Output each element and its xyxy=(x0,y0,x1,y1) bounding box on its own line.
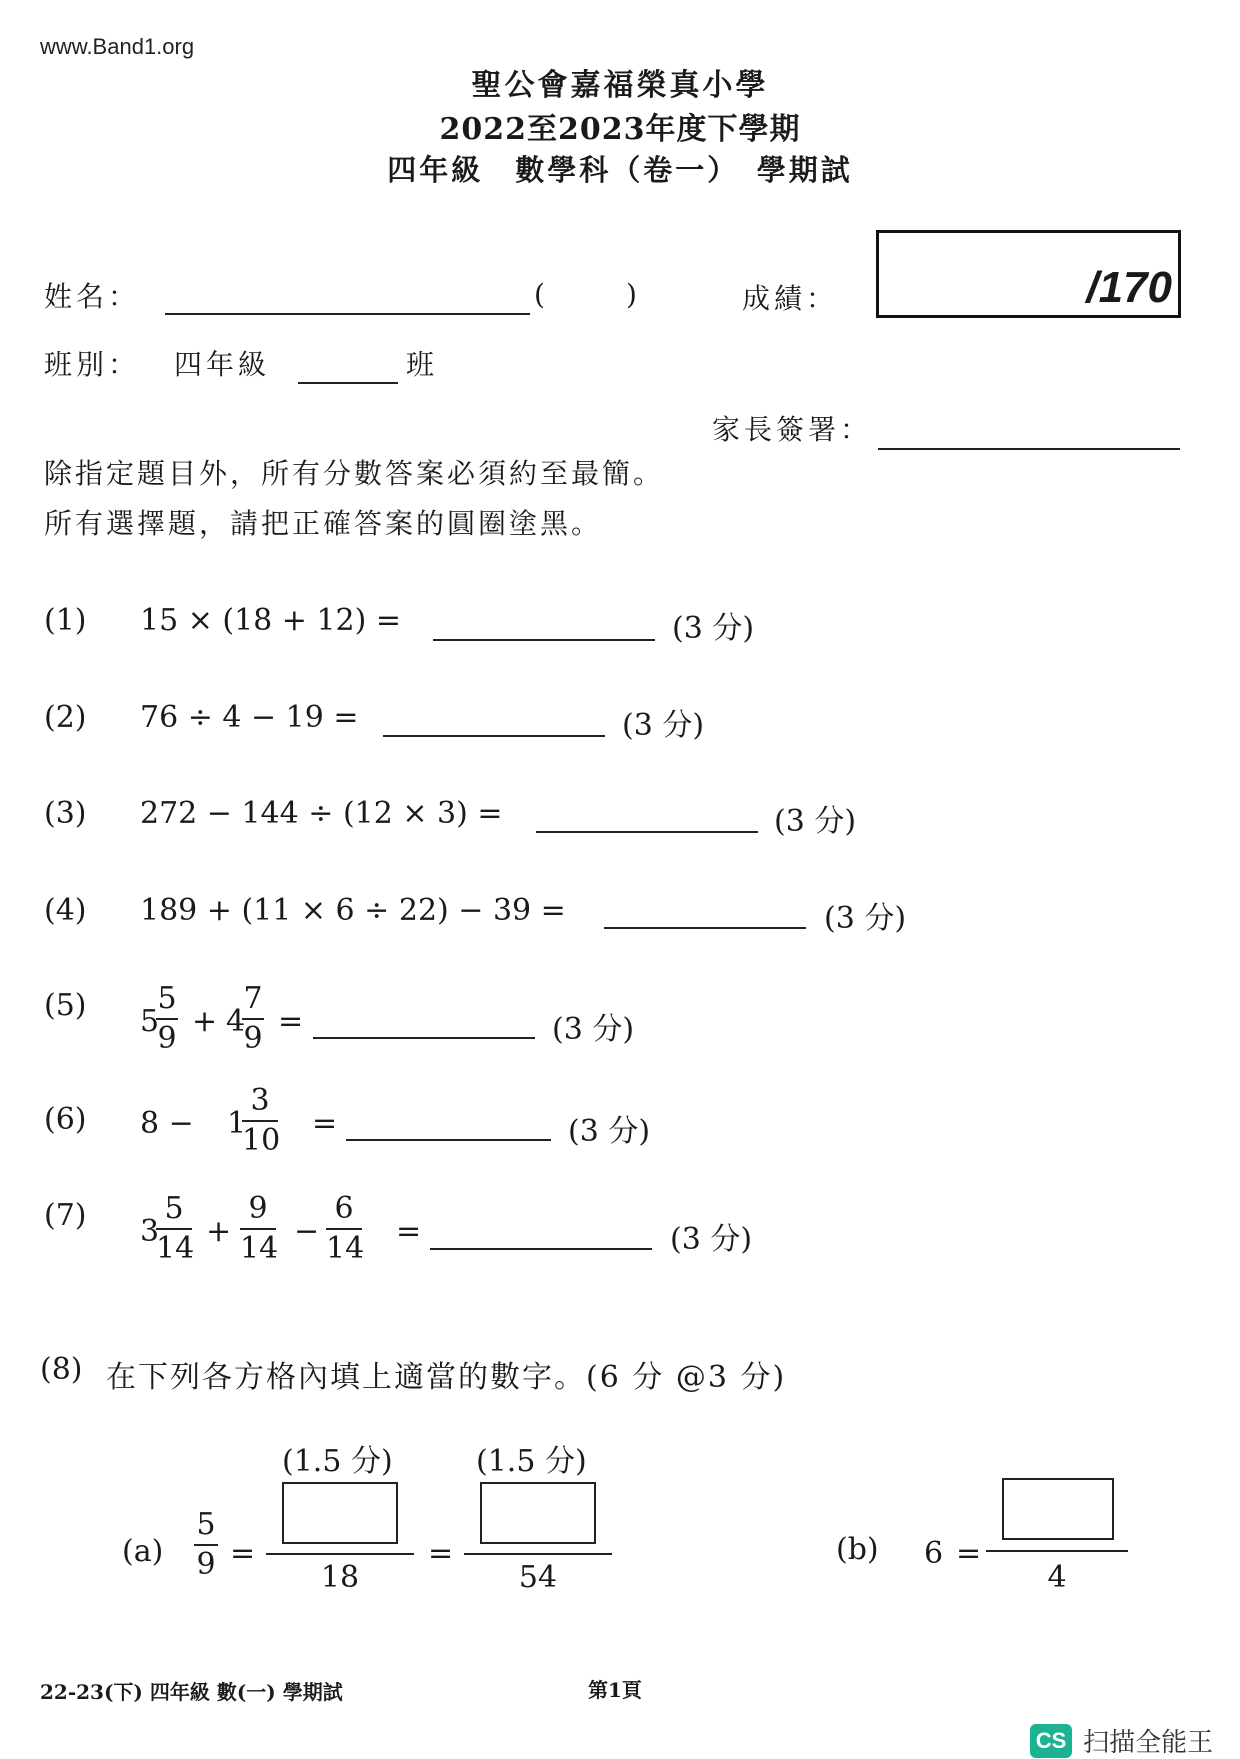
q4-answer-line[interactable] xyxy=(604,927,806,929)
fraction-bar xyxy=(194,1544,218,1546)
watermark: www.Band1.org xyxy=(40,34,195,59)
q5-fraction-1 xyxy=(156,982,178,1056)
class-suffix: 班 xyxy=(406,348,439,381)
q8-instruction: 在下列各方格內填上適當的數字。(6 分 @3 分) xyxy=(106,1360,787,1395)
footer-exam-info: 22-23(下) 四年級 數(一) 學期試 xyxy=(40,1680,343,1704)
instruction-2: 所有選擇題，請把正確答案的圓圈塗黑。 xyxy=(44,507,603,540)
q7-fraction-1 xyxy=(156,1191,195,1266)
school-name: 聖公會嘉福榮真小學 xyxy=(471,68,769,103)
q7-numerator-1: 5 xyxy=(164,1191,184,1226)
q6-fraction-1 xyxy=(242,1083,281,1158)
q8b-answer-box[interactable] xyxy=(1002,1478,1114,1540)
q6-whole-1: 1 xyxy=(227,1106,247,1141)
q7-operator-1: + xyxy=(206,1214,232,1249)
exam-title: 四年級 數學科（卷一） 學期試 xyxy=(387,153,853,187)
class-line[interactable] xyxy=(298,382,398,384)
q7-whole-1: 3 xyxy=(140,1214,160,1249)
class-label: 班別： xyxy=(44,348,141,381)
q6-denominator-1: 10 xyxy=(242,1123,281,1158)
q7-denominator-2: 14 xyxy=(240,1231,279,1266)
q5-number: (5) xyxy=(44,988,87,1023)
q8a-denominator: 9 xyxy=(196,1547,216,1582)
q8b-label: (b) xyxy=(836,1532,879,1567)
q8a-equals-1: = xyxy=(230,1536,256,1571)
q2-answer-line[interactable] xyxy=(383,735,605,737)
q5-fraction-2 xyxy=(242,982,264,1056)
class-grade: 四年級 xyxy=(174,348,271,381)
scanner-app-name: 扫描全能王 xyxy=(1083,1728,1214,1758)
q8-number: (8) xyxy=(40,1352,83,1387)
q4-marks: (3 分) xyxy=(824,901,907,936)
q1-marks: (3 分) xyxy=(672,611,755,646)
instruction-1: 除指定題目外，所有分數答案必須約至最簡。 xyxy=(44,457,665,490)
q5-whole-1: 5 xyxy=(140,1004,160,1039)
q5-operator: + xyxy=(192,1004,218,1039)
q4-expression: 189 + (11 × 6 ÷ 22) − 39 = xyxy=(140,893,566,928)
q5-denominator-1: 9 xyxy=(157,1021,177,1056)
q7-fraction-2 xyxy=(240,1191,279,1266)
score-label: 成績： xyxy=(742,282,839,315)
q1-expression: 15 × (18 + 12) = xyxy=(140,603,402,638)
q8a-fraction xyxy=(194,1508,218,1582)
fraction-bar xyxy=(266,1553,414,1555)
q5-equals: = xyxy=(278,1004,304,1039)
parent-signature-label: 家長簽署： xyxy=(712,413,873,446)
q3-expression: 272 − 144 ÷ (12 × 3) = xyxy=(140,796,503,831)
q7-denominator-3: 14 xyxy=(326,1231,365,1266)
fraction-bar xyxy=(242,1018,264,1020)
footer-page-number: 第1頁 xyxy=(588,1678,642,1702)
q7-operator-2: − xyxy=(294,1214,320,1249)
camscanner-logo-icon: CS xyxy=(1030,1724,1072,1758)
q8a-label: (a) xyxy=(122,1534,164,1569)
q1-answer-line[interactable] xyxy=(433,639,655,641)
q8-sub-marks-2: (1.5 分) xyxy=(476,1444,587,1479)
fraction-bar xyxy=(326,1228,362,1230)
q4-number: (4) xyxy=(44,893,87,928)
name-label: 姓名： xyxy=(44,280,141,313)
q6-answer-line[interactable] xyxy=(346,1139,551,1141)
parent-signature-line[interactable] xyxy=(878,448,1180,450)
fraction-bar xyxy=(240,1228,276,1230)
q5-whole-2: 4 xyxy=(226,1004,246,1039)
q7-number: (7) xyxy=(44,1198,87,1233)
fraction-bar xyxy=(986,1550,1128,1552)
q5-numerator-2: 7 xyxy=(243,981,263,1016)
q3-answer-line[interactable] xyxy=(536,831,758,833)
q8b-whole: 6 xyxy=(924,1536,944,1571)
q8a-equals-2: = xyxy=(428,1536,454,1571)
paren-close: ) xyxy=(626,278,641,311)
q1-number: (1) xyxy=(44,603,87,638)
q7-denominator-1: 14 xyxy=(156,1231,195,1266)
q7-numerator-2: 9 xyxy=(248,1191,268,1226)
q5-numerator-1: 5 xyxy=(157,981,177,1016)
score-box[interactable] xyxy=(876,230,1181,318)
q7-answer-line[interactable] xyxy=(430,1248,652,1250)
fraction-bar xyxy=(156,1228,192,1230)
q7-marks: (3 分) xyxy=(670,1222,753,1257)
name-line[interactable] xyxy=(165,313,530,315)
q6-marks: (3 分) xyxy=(568,1114,651,1149)
q6-numerator-1: 3 xyxy=(250,1083,270,1118)
fraction-bar xyxy=(242,1120,278,1122)
q5-marks: (3 分) xyxy=(552,1012,635,1047)
q3-marks: (3 分) xyxy=(774,804,857,839)
q5-denominator-2: 9 xyxy=(243,1021,263,1056)
q8b-denominator: 4 xyxy=(1047,1560,1067,1595)
q6-lead: 8 − xyxy=(140,1106,194,1141)
q7-equals: = xyxy=(396,1214,422,1249)
q6-equals: = xyxy=(312,1106,338,1141)
q2-expression: 76 ÷ 4 − 19 = xyxy=(140,700,359,735)
q2-number: (2) xyxy=(44,700,87,735)
q8b-equals: = xyxy=(956,1536,982,1571)
fraction-bar xyxy=(156,1018,178,1020)
q6-number: (6) xyxy=(44,1102,87,1137)
score-total: /170 xyxy=(1086,263,1172,312)
paren-open: ( xyxy=(534,278,549,311)
q5-answer-line[interactable] xyxy=(313,1037,535,1039)
term-title: 2022至2023年度下學期 xyxy=(439,112,801,147)
q3-number: (3) xyxy=(44,796,87,831)
q8-sub-marks-1: (1.5 分) xyxy=(282,1444,393,1479)
q7-numerator-3: 6 xyxy=(334,1191,354,1226)
q8a-denominator-2: 18 xyxy=(320,1560,360,1595)
q2-marks: (3 分) xyxy=(622,708,705,743)
fraction-bar xyxy=(464,1553,612,1555)
scanner-watermark xyxy=(1030,1722,1213,1759)
q8a-answer-box-2[interactable] xyxy=(480,1482,596,1544)
q8a-numerator: 5 xyxy=(196,1507,216,1542)
q7-fraction-3 xyxy=(326,1191,365,1266)
q8a-answer-box-1[interactable] xyxy=(282,1482,398,1544)
q8a-denominator-3: 54 xyxy=(518,1560,558,1595)
